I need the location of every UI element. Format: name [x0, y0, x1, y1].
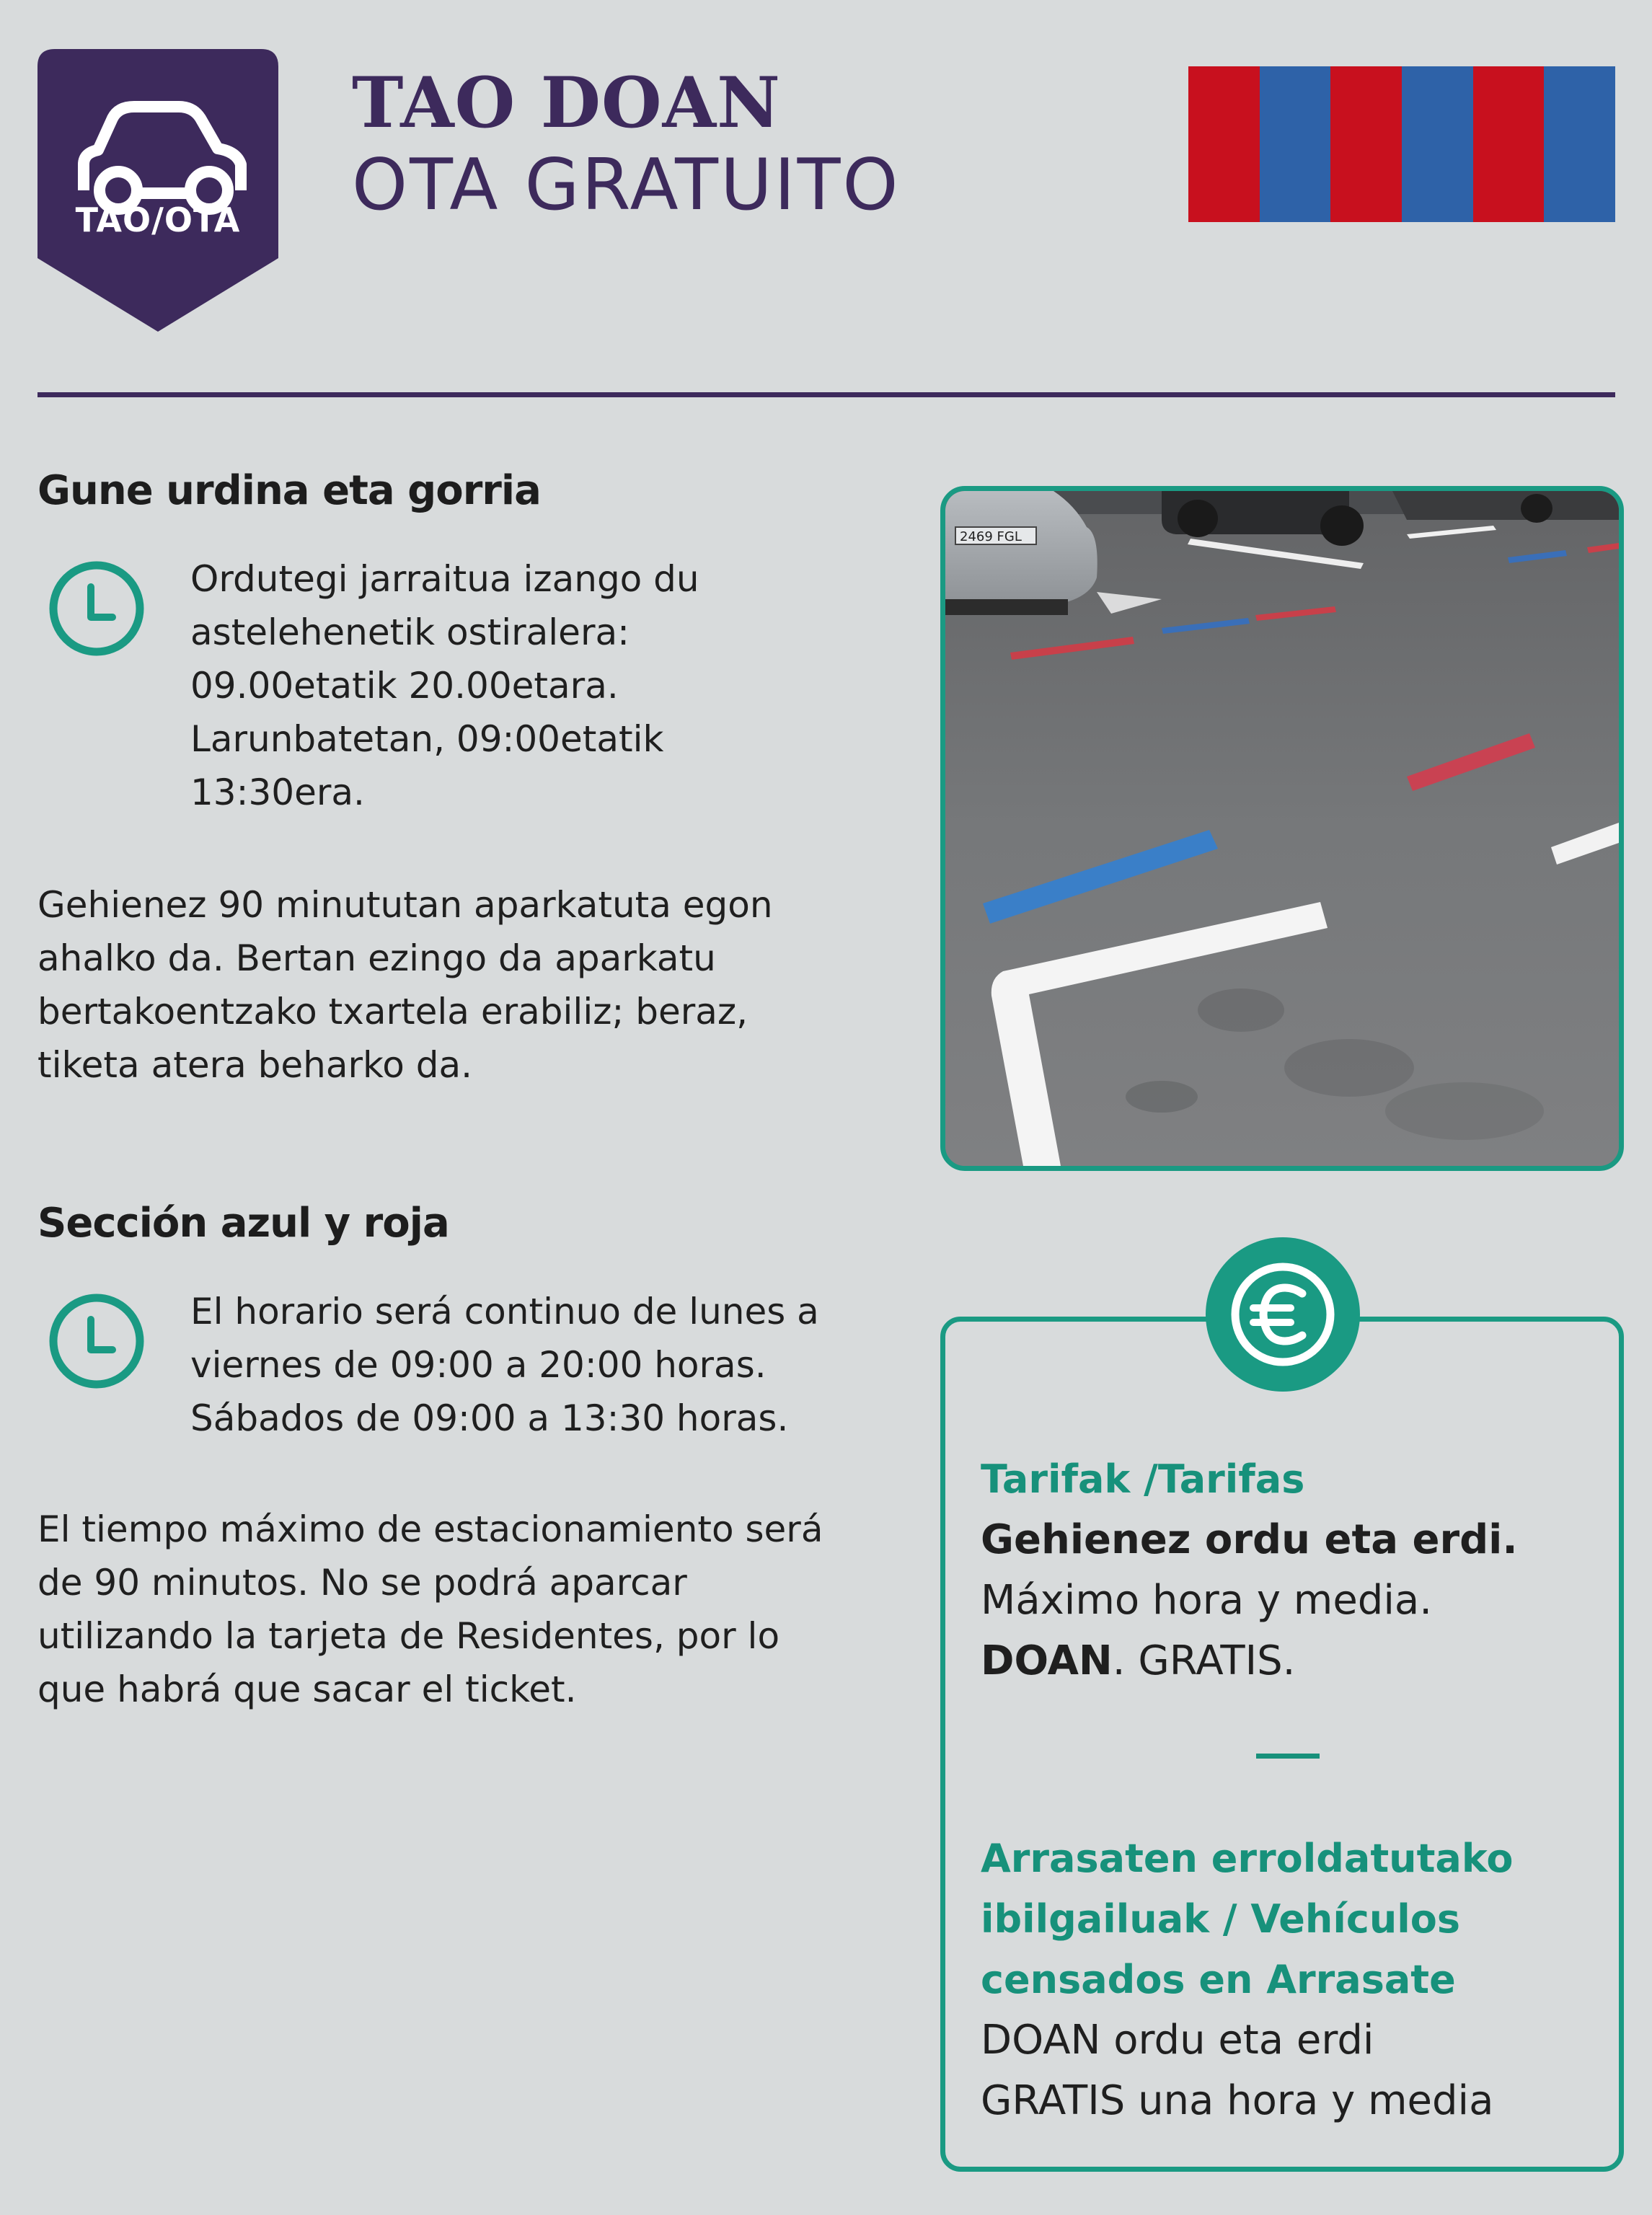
page-title: TAO DOAN — [352, 62, 781, 143]
tariff-free-basque: DOAN — [981, 1637, 1113, 1684]
residents-heading-line-2: ibilgailuak / Vehículos — [981, 1896, 1461, 1942]
tariff-line-3 — [981, 1631, 1601, 1692]
license-plate: 2469 FGL — [960, 529, 1022, 544]
section-heading-euskara: Gune urdina eta gorria — [37, 467, 541, 514]
rates-block — [981, 1449, 1601, 1692]
residents-block — [981, 1829, 1608, 2131]
residents-line-2: GRATIS una hora y media — [981, 2077, 1494, 2124]
stripe-4 — [1402, 66, 1473, 222]
stripe-3 — [1330, 66, 1402, 222]
parking-photo — [940, 486, 1624, 1171]
schedule-text-euskara: Ordutegi jarraitua izango du astelehenetik ostiralera: 09.00etatik 20.00etara. Larunbatetan, 09:00etatik 13:30era. — [190, 558, 699, 813]
tao-ota-logo — [37, 49, 278, 332]
tariffs-heading: Tarifak /Tarifas — [981, 1456, 1305, 1502]
page-subtitle: OTA GRATUITO — [352, 144, 901, 226]
residents-heading-line-1: Arrasaten erroldatutako — [981, 1836, 1514, 1881]
body-text-euskara: Gehienez 90 minututan aparkatuta egon ahalko da. Bertan ezingo da aparkatu bertakoentzako txartela erabiliz; beraz, tiketa atera beharko da. — [37, 884, 773, 1086]
tariff-line-1: Gehienez ordu eta erdi. — [981, 1516, 1518, 1563]
tariff-free-spanish: . GRATIS. — [1112, 1637, 1296, 1684]
residents-heading-line-3: censados en Arrasate — [981, 1957, 1456, 2002]
clock-icon — [46, 1291, 147, 1392]
euro-icon — [1206, 1237, 1360, 1392]
body-text-castellano: El tiempo máximo de estacionamiento será de 90 minutos. No se podrá aparcar utilizando la tarjeta de Residentes, por lo que habrá que sacar el ticket. — [37, 1508, 823, 1710]
stripe-1 — [1188, 66, 1260, 222]
header-divider — [37, 392, 1615, 397]
red-blue-stripes — [1188, 66, 1615, 222]
logo-label: TAO/OTA — [75, 200, 241, 239]
parking-lot-illustration — [945, 491, 1619, 1166]
schedule-text-castellano: El horario será continuo de lunes a viernes de 09:00 a 20:00 horas. Sábados de 09:00 a 13:30 horas. — [190, 1291, 819, 1439]
stripe-2 — [1260, 66, 1331, 222]
tariff-line-2: Máximo hora y media. — [981, 1577, 1433, 1624]
stripe-5 — [1473, 66, 1545, 222]
residents-line-1: DOAN ordu eta erdi — [981, 2017, 1374, 2064]
section-heading-castellano: Sección azul y roja — [37, 1200, 449, 1247]
clock-icon — [46, 558, 147, 659]
tariff-divider — [1256, 1754, 1320, 1759]
stripe-6 — [1544, 66, 1615, 222]
